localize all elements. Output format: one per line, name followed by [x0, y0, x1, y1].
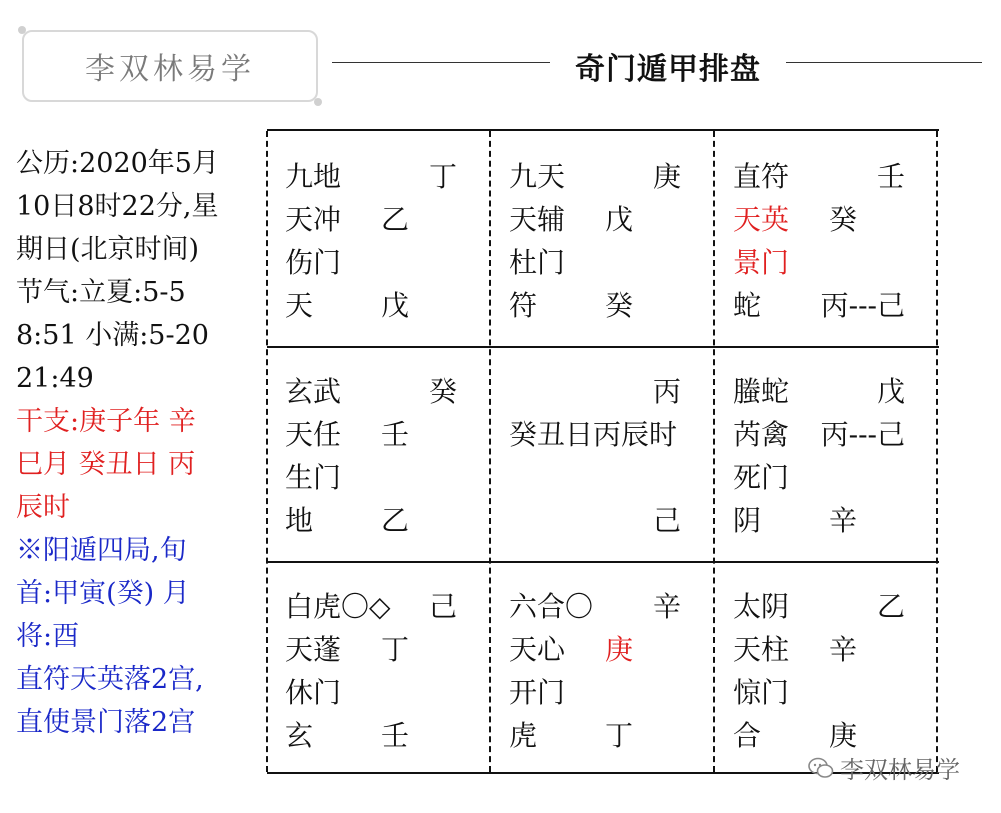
info-line: 将:酉: [16, 621, 80, 652]
palace-star-stem: 戊: [605, 203, 634, 236]
palace-door: 开门: [509, 676, 566, 709]
palace-row: [285, 671, 475, 714]
palace-door: 伤门: [285, 246, 342, 279]
watermark: [808, 750, 960, 785]
palace-row: [509, 456, 699, 499]
palace-earth-stem: 丙---己: [820, 289, 905, 322]
info-line: 首:甲寅(癸) 月: [16, 578, 190, 609]
palace-row: [509, 370, 699, 413]
palace-earth-stem: 壬: [381, 719, 410, 752]
palace-earth-stem: 戊: [381, 289, 410, 322]
palace-earth: 符: [509, 289, 538, 322]
info-line: 8:51 小满:5-20: [16, 320, 209, 351]
palace-row: [733, 241, 923, 284]
palace-row: [285, 155, 475, 198]
palace-cell: [267, 346, 491, 561]
title-rule-right: [786, 62, 982, 63]
palace-star: 天蓬: [285, 633, 342, 666]
palace-god: 玄武: [285, 375, 342, 408]
info-panel: [16, 142, 264, 744]
brand-box: [22, 30, 318, 102]
palace-earth-stem: 庚: [829, 719, 858, 752]
palace-god: 九地: [285, 160, 342, 193]
center-top-stem: 丙: [652, 375, 681, 408]
palace-row: [509, 499, 699, 542]
palace-god-stem: 辛: [652, 590, 681, 623]
palace-row: [285, 585, 475, 628]
palace-star: 芮禽: [733, 418, 790, 451]
palace-row: [509, 714, 699, 757]
palace-earth-stem: 乙: [381, 504, 410, 537]
palace-earth: 地: [285, 504, 314, 537]
center-bottom-stem: 己: [652, 504, 681, 537]
info-line: 直符天英落2宫,: [16, 664, 204, 695]
palace-cell: [715, 561, 939, 776]
palace-earth-stem: 丁: [605, 719, 634, 752]
palace-row: [733, 198, 923, 241]
watermark-text: 李双林易学: [840, 756, 960, 784]
palace-row: [733, 628, 923, 671]
palace-god: 白虎〇◇: [285, 590, 391, 623]
palace-door: 景门: [733, 246, 790, 279]
palace-earth: 天: [285, 289, 314, 322]
palace-row: [509, 413, 699, 456]
palace-star: 天英: [733, 203, 790, 236]
palace-star: 天柱: [733, 633, 790, 666]
palace-god-stem: 壬: [876, 160, 905, 193]
info-line: 10日8时22分,星: [16, 191, 219, 222]
palace-star-stem: 丁: [381, 633, 410, 666]
palace-god-stem: 戊: [876, 375, 905, 408]
title-rule-left: [332, 62, 550, 63]
info-line: ※阳遁四局,旬: [16, 535, 187, 566]
info-line: 节气:立夏:5-5: [16, 277, 186, 308]
palace-door: 杜门: [509, 246, 566, 279]
palace-cell: [715, 346, 939, 561]
palace-row: [509, 585, 699, 628]
palace-cell: [491, 131, 715, 346]
palace-cell: [715, 131, 939, 346]
palace-god-stem: 癸: [428, 375, 457, 408]
palace-god-stem: 庚: [652, 160, 681, 193]
palace-god-stem: 己: [428, 590, 457, 623]
palace-god-stem: 丁: [428, 160, 457, 193]
center-day-hour: 癸丑日丙辰时: [509, 418, 678, 451]
qimen-chart-grid: [267, 129, 939, 774]
palace-star: 天冲: [285, 203, 342, 236]
palace-row: [285, 456, 475, 499]
palace-earth: 合: [733, 719, 762, 752]
palace-earth-stem: 癸: [605, 289, 634, 322]
palace-row: [733, 585, 923, 628]
palace-door: 生门: [285, 461, 342, 494]
palace-god: 直符: [733, 160, 790, 193]
palace-row: [509, 241, 699, 284]
palace-god: 六合〇: [509, 590, 594, 623]
palace-row: [733, 284, 923, 327]
palace-door: 惊门: [733, 676, 790, 709]
info-line: 巳月 癸丑日 丙: [16, 449, 196, 480]
palace-cell: [267, 561, 491, 776]
palace-row: [733, 499, 923, 542]
info-line: 公历:2020年5月: [16, 148, 219, 179]
palace-row: [509, 628, 699, 671]
palace-cell: [491, 561, 715, 776]
palace-row: [509, 671, 699, 714]
palace-god: 九天: [509, 160, 566, 193]
palace-row: [285, 241, 475, 284]
palace-row: [733, 456, 923, 499]
palace-star: 天心: [509, 633, 566, 666]
palace-row: [733, 155, 923, 198]
palace-row: [285, 284, 475, 327]
palace-row: [285, 198, 475, 241]
palace-god: 太阴: [733, 590, 790, 623]
palace-door: 死门: [733, 461, 790, 494]
palace-god: 螣蛇: [733, 375, 790, 408]
palace-star-stem: 辛: [829, 633, 858, 666]
palace-cell: [267, 131, 491, 346]
palace-row: [733, 671, 923, 714]
palace-star: 天任: [285, 418, 342, 451]
info-line: 辰时: [16, 492, 70, 523]
palace-cell: [491, 346, 715, 561]
palace-star-stem: 壬: [381, 418, 410, 451]
palace-star-stem: 庚: [605, 633, 634, 666]
wechat-icon: [808, 757, 834, 779]
palace-row: [509, 284, 699, 327]
palace-row: [733, 413, 923, 456]
palace-row: [285, 499, 475, 542]
palace-row: [285, 628, 475, 671]
palace-star-stem: 乙: [381, 203, 410, 236]
palace-star: 天辅: [509, 203, 566, 236]
palace-door: 休门: [285, 676, 342, 709]
info-line: 21:49: [16, 363, 94, 394]
palace-earth: 玄: [285, 719, 314, 752]
info-line: 期日(北京时间): [16, 234, 200, 265]
palace-earth: 蛇: [733, 289, 762, 322]
palace-star-stem: 癸: [829, 203, 858, 236]
palace-earth-stem: 辛: [829, 504, 858, 537]
info-line: 干支:庚子年 辛: [16, 406, 196, 437]
palace-row: [509, 198, 699, 241]
palace-row: [285, 714, 475, 757]
palace-row: [733, 370, 923, 413]
brand-title: 李双林易学: [85, 52, 255, 87]
page-title: 奇门遁甲排盘: [575, 52, 761, 87]
palace-earth: 阴: [733, 504, 762, 537]
info-line: 直使景门落2宫: [16, 707, 196, 738]
palace-star-stem: 丙---己: [820, 418, 905, 451]
palace-earth: 虎: [509, 719, 538, 752]
palace-god-stem: 乙: [876, 590, 905, 623]
palace-row: [285, 370, 475, 413]
palace-row: [509, 155, 699, 198]
palace-row: [285, 413, 475, 456]
